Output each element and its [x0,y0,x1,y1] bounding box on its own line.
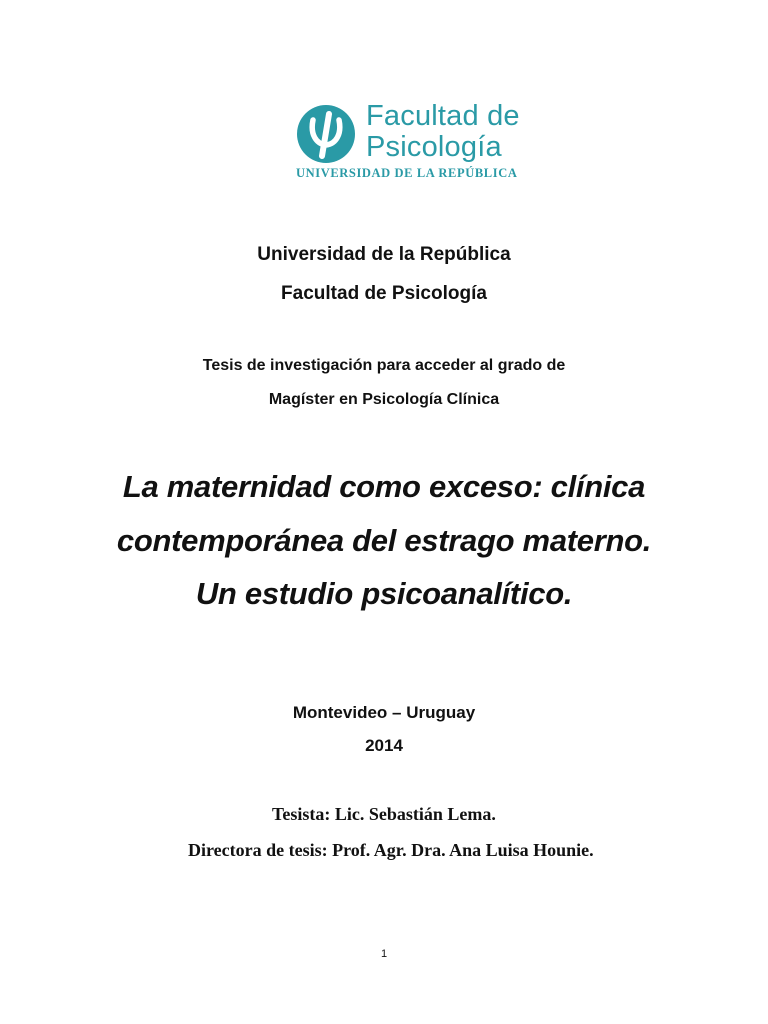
degree-line-2: Magíster en Psicología Clínica [268,391,500,408]
degree-line-1: Tesis de investigación para acceder al grado de [202,357,566,374]
page-number: 1 [380,948,388,960]
thesis-title-line-3: Un estudio psicoanalítico. [195,576,573,611]
director-credit: Directora de tesis: Prof. Agr. Dra. Ana Luisa Hounie. [188,840,594,860]
tesista-credit: Tesista: Lic. Sebastián Lema. [272,804,496,824]
location: Montevideo – Uruguay [292,703,476,722]
logo-subtitle: UNIVERSIDAD DE LA REPÚBLICA [296,166,518,180]
year: 2014 [365,736,403,755]
faculty-logo [292,98,522,184]
thesis-title-line-2: contemporánea del estrago materno. [116,523,652,558]
thesis-title-line-1: La maternidad como exceso: clínica [122,469,646,504]
university-name: Universidad de la República [257,244,511,265]
logo-text-line2: Psicología [366,131,502,163]
logo-text-line1: Facultad de [366,100,520,132]
faculty-name: Facultad de Psicología [281,283,487,304]
psi-symbol-icon [296,104,356,164]
